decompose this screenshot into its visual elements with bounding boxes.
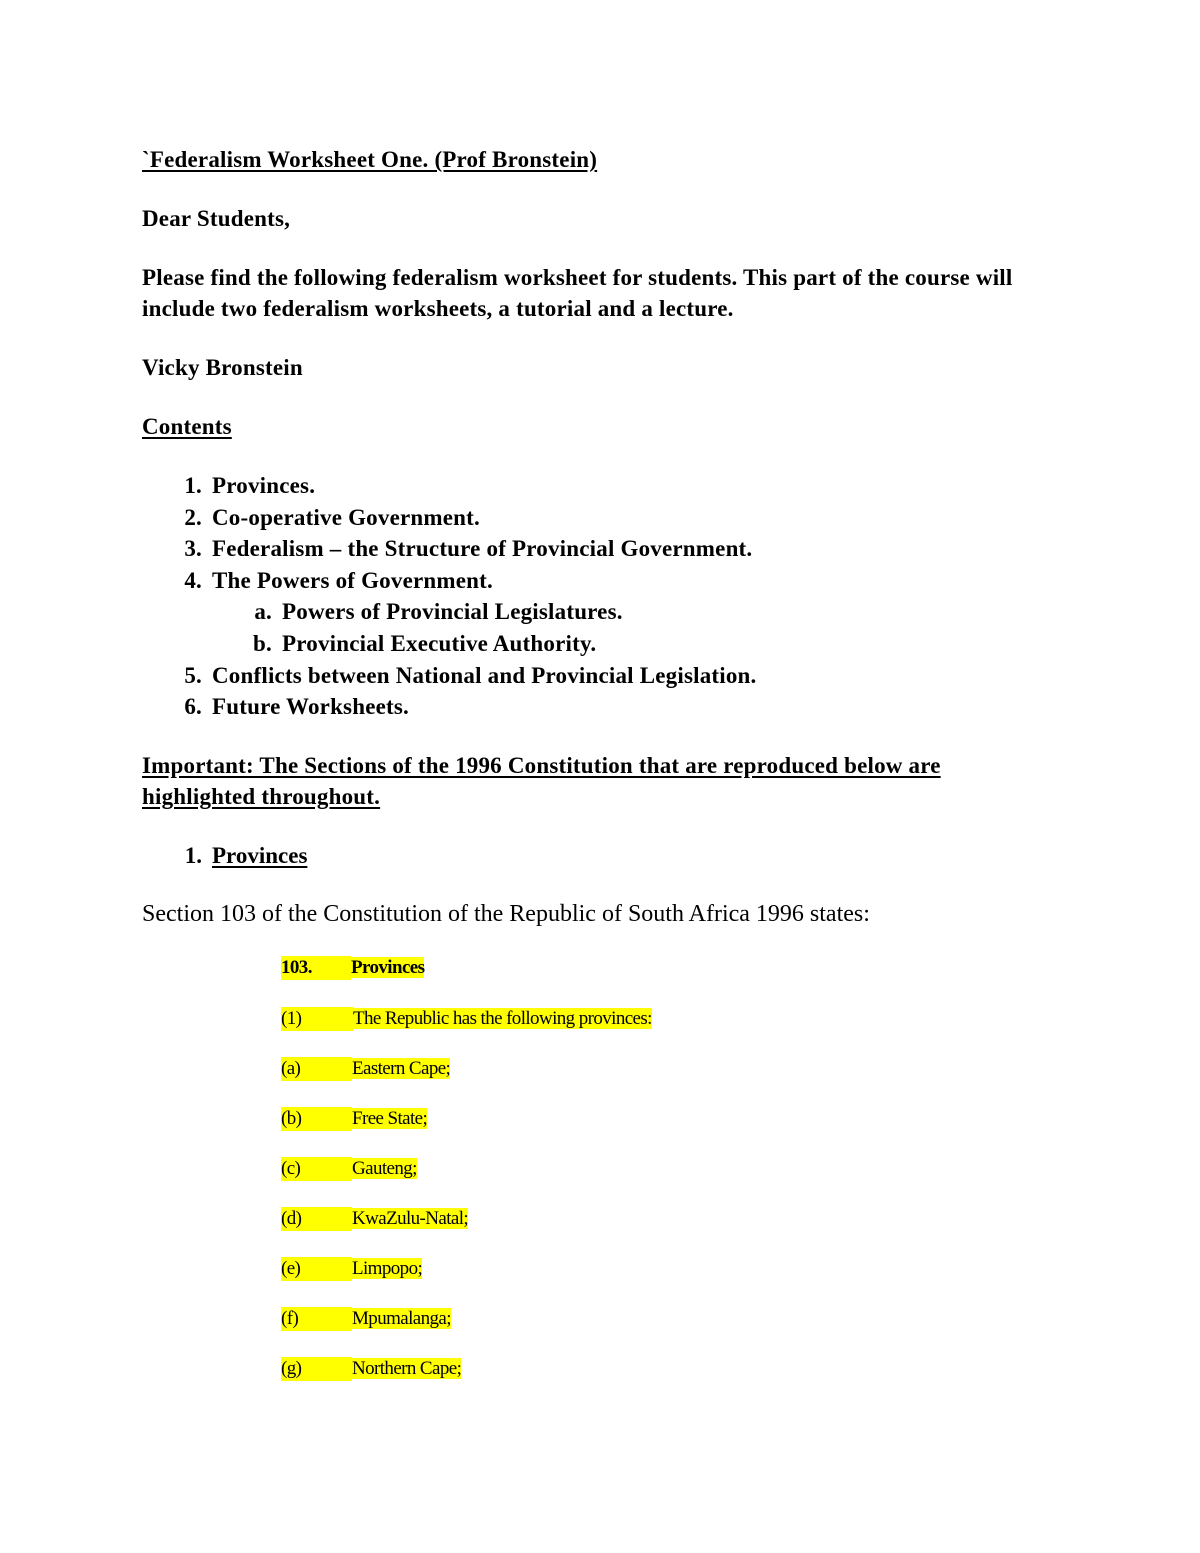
constitution-mark: (f) bbox=[281, 1307, 352, 1331]
toc-item bbox=[142, 691, 757, 723]
constitution-text: KwaZulu-Natal; bbox=[352, 1208, 469, 1229]
toc-number: 3. bbox=[184, 536, 202, 562]
constitution-row bbox=[281, 1107, 427, 1131]
toc-item bbox=[142, 660, 757, 692]
constitution-text: The Republic has the following provinces: bbox=[353, 1008, 652, 1029]
toc-label: The Powers of Government. bbox=[212, 567, 493, 593]
document-title: `Federalism Worksheet One. (Prof Bronstein) bbox=[142, 147, 598, 172]
section-intro-sentence: Section 103 of the Constitution of the Republic of South Africa 1996 states: bbox=[142, 901, 870, 927]
toc-subitem bbox=[142, 596, 757, 628]
constitution-row bbox=[281, 1307, 451, 1331]
constitution-text: Gauteng; bbox=[352, 1158, 417, 1179]
intro-paragraph: Please find the following federalism worksheet for students. This part of the course will include two federalism worksheets, a tutorial and a lecture. bbox=[142, 265, 1013, 321]
section-number: 1. bbox=[184, 843, 202, 868]
toc-number: 6. bbox=[184, 694, 202, 720]
toc-item bbox=[142, 565, 757, 597]
toc-label: Federalism – the Structure of Provincial Government. bbox=[212, 536, 753, 562]
toc-label: Provincial Executive Authority. bbox=[282, 630, 597, 656]
toc-label: Provinces. bbox=[212, 473, 316, 498]
toc-label: Co-operative Government. bbox=[212, 504, 480, 530]
toc-item bbox=[142, 502, 757, 534]
constitution-mark: (e) bbox=[281, 1257, 352, 1281]
constitution-heading-row bbox=[281, 956, 424, 980]
constitution-text: Northern Cape; bbox=[352, 1358, 462, 1379]
constitution-row bbox=[281, 1357, 461, 1381]
toc-number: 1. bbox=[184, 473, 202, 498]
constitution-mark: (1) bbox=[281, 1007, 353, 1031]
toc-label: Future Worksheets. bbox=[212, 694, 409, 720]
section-label: Provinces bbox=[212, 843, 308, 868]
salutation: Dear Students, bbox=[142, 206, 291, 231]
constitution-mark: (d) bbox=[281, 1207, 352, 1231]
constitution-section-title: Provinces bbox=[351, 957, 425, 978]
contents-heading: Contents bbox=[142, 414, 232, 439]
signature: Vicky Bronstein bbox=[142, 355, 303, 380]
constitution-mark: (a) bbox=[281, 1057, 352, 1081]
constitution-mark: (b) bbox=[281, 1107, 352, 1131]
constitution-row bbox=[281, 1157, 417, 1181]
constitution-mark: (g) bbox=[281, 1357, 352, 1381]
toc-item bbox=[142, 470, 757, 502]
constitution-row bbox=[281, 1207, 468, 1231]
toc-label: Conflicts between National and Provincial Legislation. bbox=[212, 662, 757, 688]
constitution-text: Limpopo; bbox=[352, 1258, 423, 1279]
constitution-row bbox=[281, 1257, 422, 1281]
constitution-text: Eastern Cape; bbox=[352, 1058, 451, 1079]
constitution-mark: (c) bbox=[281, 1157, 352, 1181]
constitution-section-number: 103. bbox=[281, 956, 351, 980]
toc-number: 5. bbox=[184, 662, 202, 688]
constitution-row bbox=[281, 1007, 652, 1031]
toc-number: 4. bbox=[184, 567, 202, 593]
constitution-text: Mpumalanga; bbox=[352, 1308, 451, 1329]
constitution-text: Free State; bbox=[352, 1108, 428, 1129]
section-heading-provinces bbox=[142, 840, 307, 871]
important-note: Important: The Sections of the 1996 Constitution that are reproduced below are highlighted throughout. bbox=[142, 753, 941, 809]
toc-subitem bbox=[142, 628, 757, 660]
toc-letter: b. bbox=[253, 630, 272, 656]
toc-number: 2. bbox=[184, 504, 202, 530]
toc-letter: a. bbox=[254, 599, 272, 625]
constitution-row bbox=[281, 1057, 450, 1081]
toc-item bbox=[142, 533, 757, 565]
toc-label: Powers of Provincial Legislatures. bbox=[282, 599, 623, 625]
table-of-contents bbox=[142, 470, 757, 723]
